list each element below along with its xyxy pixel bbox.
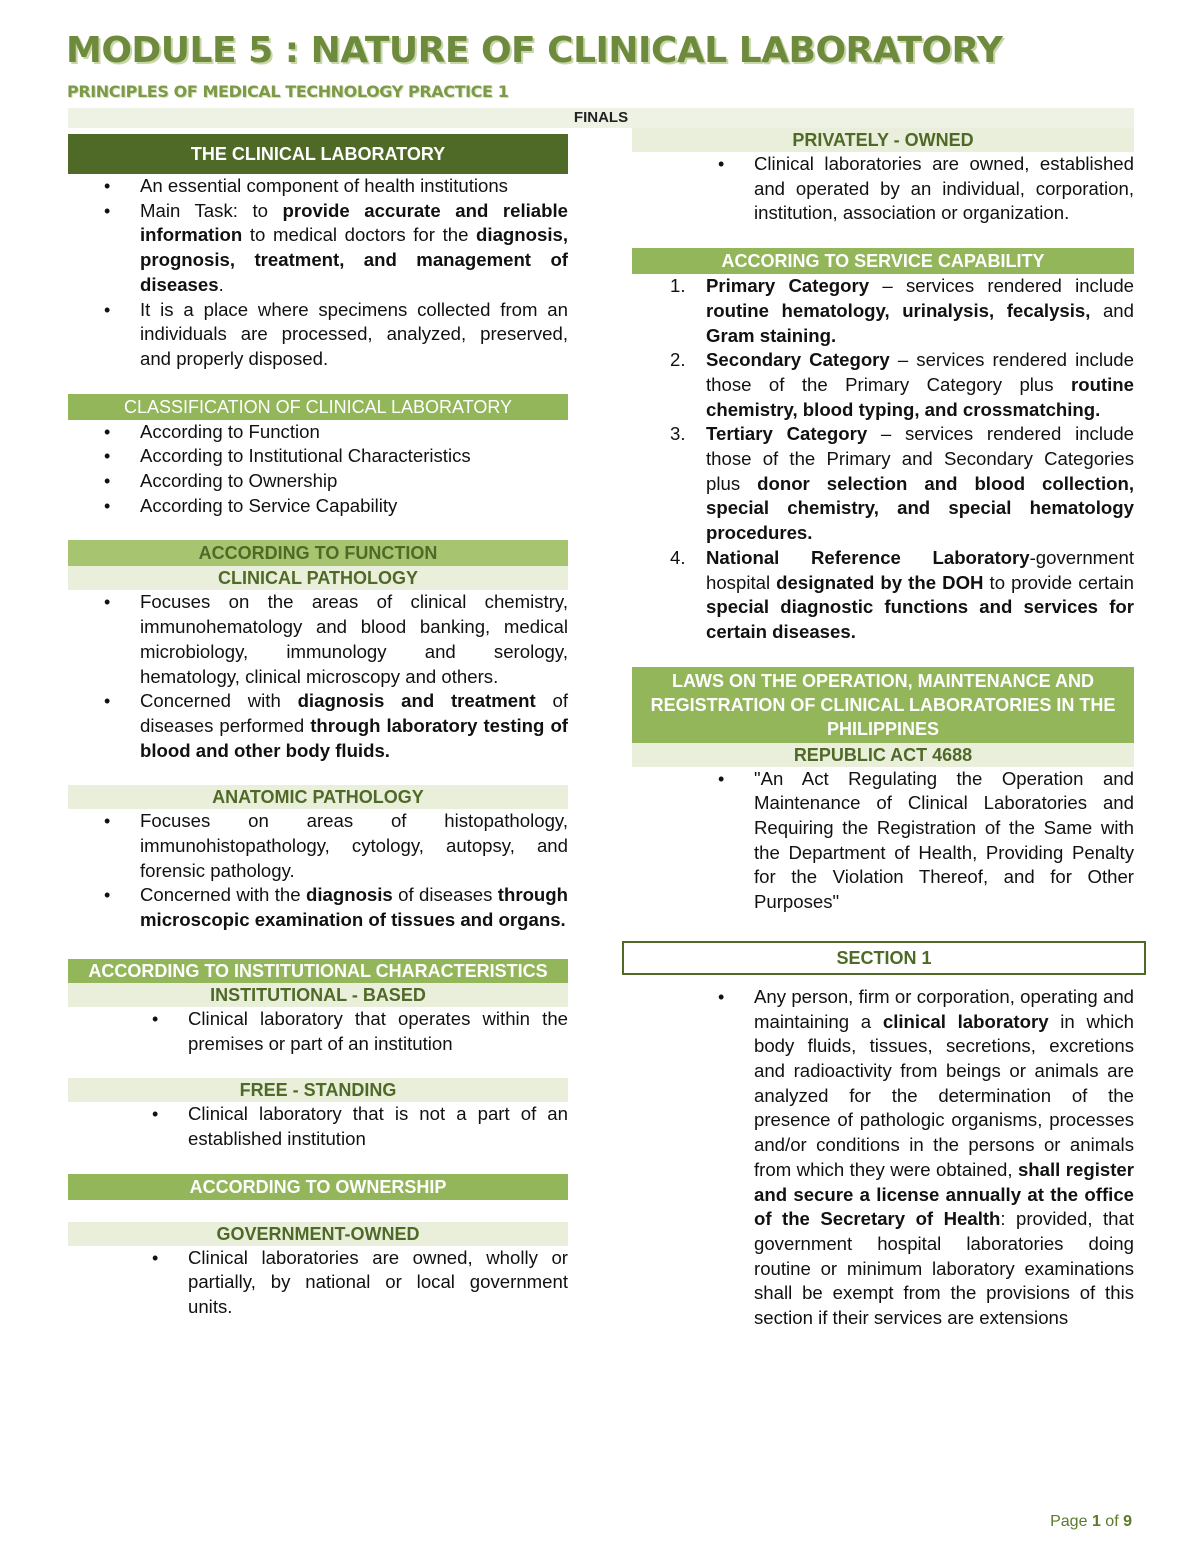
- list-item: 4. National Reference Laboratory-government hospital designated by the DOH to provide certain special diagnostic functions and services for certain diseases.: [670, 546, 1134, 642]
- heading-according-to-function: ACCORDING TO FUNCTION: [68, 540, 568, 566]
- heading-service-capability: ACCORING TO SERVICE CAPABILITY: [632, 248, 1134, 274]
- list-item: • Clinical laboratory that is not a part of an established institution: [68, 1102, 568, 1151]
- heading-privately-owned: PRIVATELY - OWNED: [632, 128, 1134, 152]
- privately-owned-list: [632, 152, 1134, 226]
- heading-republic-act: REPUBLIC ACT 4688: [632, 743, 1134, 767]
- list-item: • Any person, firm or corporation, operating and maintaining a clinical laboratory in which body fluids, tissues, secretions, excretions and radioactivity from beings or animals are analyzed for the determination of the presence of pathologic organisms, processes and/or conditions in the persons or animals from which they were obtained, shall register and secure a license annually at the office of the Secretary of Health: provided, that government hospital laboratories doing routine or minimum laboratory examinations shall be exempt from the provisions of this section if their services are extensions: [632, 985, 1134, 1331]
- right-column: [632, 128, 1134, 1331]
- heading-government-owned: GOVERNMENT-OWNED: [68, 1222, 568, 1246]
- left-column: [68, 134, 568, 1320]
- anatomic-pathology-list: [68, 809, 568, 933]
- list-item: • "An Act Regulating the Operation and Maintenance of Clinical Laboratories and Requiring the Registration of the Same with the Department of Health, Providing Penalty for the Violation Thereof, and for Other Purposes": [632, 767, 1134, 915]
- free-standing-list: [68, 1102, 568, 1151]
- list-item: • Focuses on areas of histopathology, immunohistopathology, cytology, autopsy, and forensic pathology.: [68, 809, 568, 883]
- list-item: • According to Institutional Characteristics: [68, 444, 568, 469]
- list-item: 3. Tertiary Category – services rendered include those of the Primary and Secondary Categories plus donor selection and blood collection, special chemistry, and special hematology procedures.: [670, 423, 1135, 544]
- list-item: • According to Ownership: [68, 469, 568, 494]
- heading-anatomic-pathology: ANATOMIC PATHOLOGY: [68, 785, 568, 809]
- document-subtitle: PRINCIPLES OF MEDICAL TECHNOLOGY PRACTICE 1: [67, 82, 509, 101]
- section-1-list: [632, 985, 1134, 1331]
- list-item: • Clinical laboratory that operates within the premises or part of an institution: [68, 1007, 568, 1056]
- page-number: Page 1 of 9: [1050, 1513, 1132, 1530]
- list-item: • An essential component of health institutions: [68, 174, 568, 199]
- classification-list: [68, 420, 568, 519]
- clinical-laboratory-list: [68, 174, 568, 372]
- list-item: • Concerned with diagnosis and treatment of diseases performed through laboratory testing of blood and other body fluids.: [68, 689, 568, 763]
- heading-institutional-based: INSTITUTIONAL - BASED: [68, 983, 568, 1007]
- heading-laws: LAWS ON THE OPERATION, MAINTENANCE AND REGISTRATION OF CLINICAL LABORATORIES IN THE PHILIPPINES: [632, 667, 1134, 743]
- heading-free-standing: FREE - STANDING: [68, 1078, 568, 1102]
- government-owned-list: [68, 1246, 568, 1320]
- heading-classification: CLASSIFICATION OF CLINICAL LABORATORY: [68, 394, 568, 420]
- list-item: • Clinical laboratories are owned, established and operated by an individual, corporation, institution, association or organization.: [632, 152, 1134, 226]
- heading-clinical-pathology: CLINICAL PATHOLOGY: [68, 566, 568, 590]
- heading-according-to-ownership: ACCORDING TO OWNERSHIP: [68, 1174, 568, 1200]
- list-item: 1. Primary Category – services rendered include routine hematology, urinalysis, fecalysis, and Gram staining.: [670, 275, 1134, 346]
- document-title: MODULE 5 : NATURE OF CLINICAL LABORATORY: [66, 30, 1003, 71]
- section-banner: FINALS: [68, 108, 1134, 128]
- service-capability-list: [632, 274, 1134, 645]
- list-item: • Focuses on the areas of clinical chemistry, immunohematology and blood banking, medical microbiology, immunology and serology, hematology, clinical microscopy and others.: [68, 590, 568, 689]
- list-item: • Concerned with the diagnosis of diseases through microscopic examination of tissues and organs.: [68, 883, 568, 932]
- list-item: • According to Function: [68, 420, 568, 445]
- list-item: • It is a place where specimens collected from an individuals are processed, analyzed, preserved, and properly disposed.: [68, 298, 568, 372]
- heading-institutional-characteristics: ACCORDING TO INSTITUTIONAL CHARACTERISTICS: [68, 959, 568, 983]
- clinical-pathology-list: [68, 590, 568, 763]
- heading-section-1: SECTION 1: [622, 941, 1146, 975]
- list-item: • Clinical laboratories are owned, wholly or partially, by national or local government units.: [68, 1246, 568, 1320]
- list-item: • Main Task: to provide accurate and reliable information to medical doctors for the diagnosis, prognosis, treatment, and management of diseases.: [68, 199, 568, 298]
- republic-act-list: [632, 767, 1134, 915]
- heading-clinical-laboratory: THE CLINICAL LABORATORY: [68, 134, 568, 174]
- list-item: • According to Service Capability: [68, 494, 568, 519]
- list-item: 2. Secondary Category – services rendered include those of the Primary Category plus routine chemistry, blood typing, and crossmatching.: [670, 349, 1134, 420]
- institutional-based-list: [68, 1007, 568, 1056]
